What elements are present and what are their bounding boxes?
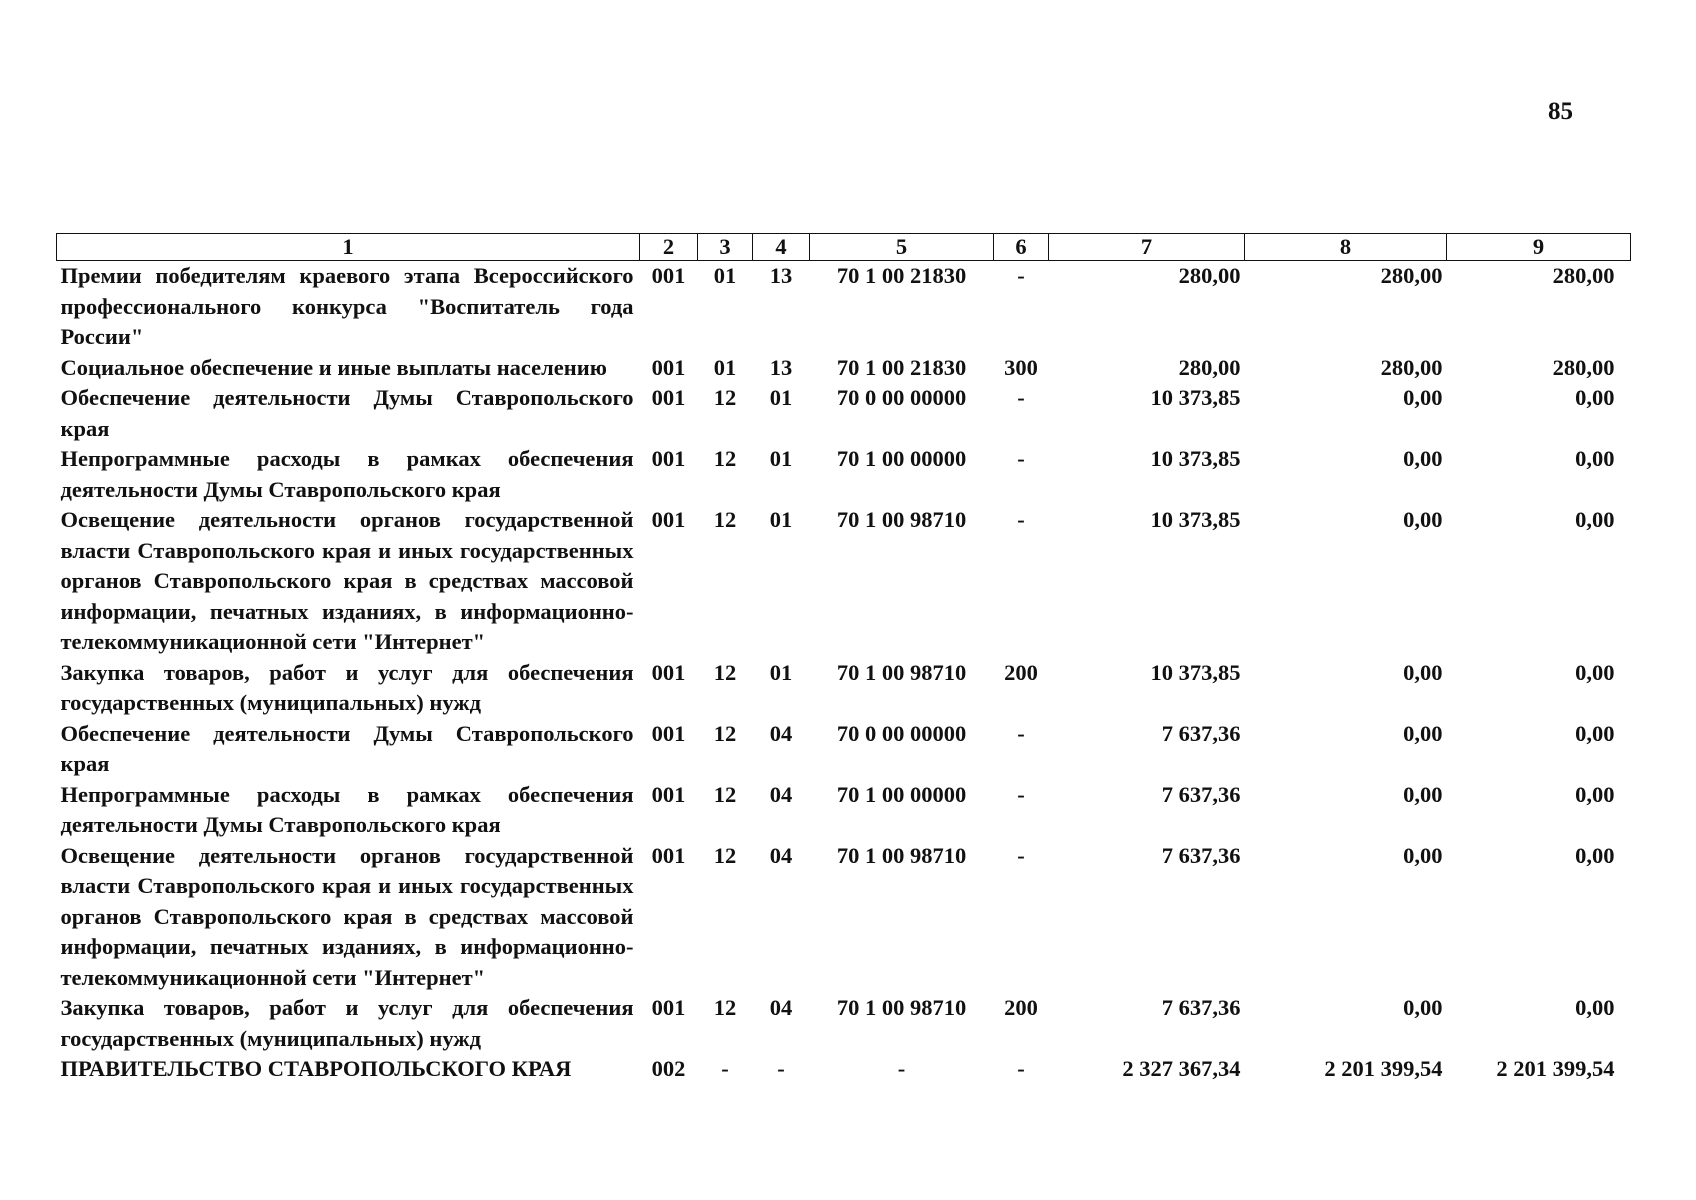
amount-cell: 280,00 [1380,354,1443,380]
expense-type-cell: - [1017,781,1025,807]
table-row [57,261,1631,353]
amount-cell: 0,00 [1403,507,1443,532]
expense-type-cell: - [1017,507,1025,532]
table-row [57,1054,1631,1085]
amount-cell: 7 637,36 [1161,720,1241,746]
section-code-cell: 12 [713,659,737,685]
ministry-code-cell: 001 [651,659,686,685]
column-header: 1 [57,234,640,261]
section-code-cell: 12 [713,385,737,410]
subsection-code-cell: 01 [769,507,793,532]
expense-type-cell: 200 [1004,659,1038,685]
target-article-cell: - [897,1056,906,1081]
amount-cell: 10 373,85 [1150,385,1241,410]
section-code-cell: 12 [713,842,737,868]
ministry-code-cell: 002 [651,1056,686,1081]
amount-cell: 0,00 [1403,446,1443,471]
amount-cell: 0,00 [1575,781,1615,807]
target-article-cell: 70 1 00 21830 [836,263,967,288]
target-article-cell: 70 1 00 98710 [836,507,967,532]
amount-cell: 0,00 [1575,842,1615,868]
section-code-cell: 12 [713,720,737,746]
amount-cell: 7 637,36 [1161,995,1241,1020]
subsection-code-cell: 04 [769,781,793,807]
amount-cell: 0,00 [1575,446,1615,471]
amount-cell: 0,00 [1403,720,1443,746]
target-article-cell: 70 1 00 00000 [836,781,967,807]
amount-cell: 2 201 399,54 [1324,1056,1443,1081]
expense-type-cell: 300 [1004,354,1038,380]
column-header: 2 [640,234,698,261]
budget-table [56,233,1631,1085]
header-row [57,234,1631,261]
subsection-code-cell: 01 [769,385,793,410]
subsection-code-cell: 01 [769,659,793,685]
ministry-code-cell: 001 [651,263,686,288]
expense-type-cell: - [1017,842,1025,868]
column-header: 8 [1245,234,1447,261]
amount-cell: 0,00 [1403,659,1443,685]
amount-cell: 7 637,36 [1161,842,1241,868]
expense-name-cell: Закупка товаров, работ и услуг для обеспечения государственных (муниципальных) нужд [60,995,634,1051]
target-article-cell: 70 0 00 00000 [836,385,967,410]
expense-name-cell: Закупка товаров, работ и услуг для обеспечения государственных (муниципальных) нужд [60,659,634,715]
amount-cell: 280,00 [1178,354,1241,380]
expense-type-cell: - [1017,446,1025,471]
expense-name-cell: Освещение деятельности органов государственной власти Ставропольского края и иных государственных органов Ставропольского края в средствах массовой информации, печатных изданиях, в информационно-телекоммуникационной сети "Интернет" [60,842,634,990]
subsection-code-cell: 04 [769,842,793,868]
expense-name-cell: Социальное обеспечение и иные выплаты населению [60,354,607,380]
subsection-code-cell: 13 [769,354,793,380]
section-code-cell: - [721,1056,729,1081]
expense-name-cell: ПРАВИТЕЛЬСТВО СТАВРОПОЛЬСКОГО КРАЯ [60,1056,572,1081]
table-row [57,444,1631,505]
subsection-code-cell: 04 [769,720,793,746]
amount-cell: 2 327 367,34 [1122,1056,1241,1081]
amount-cell: 0,00 [1575,995,1615,1020]
ministry-code-cell: 001 [651,354,686,380]
ministry-code-cell: 001 [651,781,686,807]
section-code-cell: 12 [713,446,737,471]
amount-cell: 280,00 [1178,263,1241,288]
table-row [57,719,1631,780]
column-header: 4 [753,234,810,261]
expense-type-cell: - [1017,720,1025,746]
column-header: 7 [1049,234,1245,261]
amount-cell: 280,00 [1380,263,1443,288]
expense-type-cell: - [1017,263,1025,288]
table-row [57,353,1631,384]
target-article-cell: 70 1 00 21830 [836,354,967,380]
expense-name-cell: Премии победителям краевого этапа Всероссийского профессионального конкурса "Воспитатель года России" [60,263,634,349]
amount-cell: 280,00 [1552,263,1615,288]
expense-name-cell: Обеспечение деятельности Думы Ставропольского края [60,385,634,441]
section-code-cell: 12 [713,781,737,807]
amount-cell: 0,00 [1403,995,1443,1020]
amount-cell: 0,00 [1575,507,1615,532]
expense-type-cell: 200 [1004,995,1038,1020]
subsection-code-cell: 04 [769,995,793,1020]
target-article-cell: 70 1 00 98710 [836,995,967,1020]
column-header: 9 [1447,234,1631,261]
amount-cell: 0,00 [1575,385,1615,410]
amount-cell: 10 373,85 [1150,446,1241,471]
section-code-cell: 01 [713,263,737,288]
table-row [57,658,1631,719]
amount-cell: 2 201 399,54 [1496,1056,1615,1081]
target-article-cell: 70 0 00 00000 [836,720,967,746]
column-header: 3 [698,234,753,261]
expense-name-cell: Непрограммные расходы в рамках обеспечения деятельности Думы Ставропольского края [60,446,634,502]
ministry-code-cell: 001 [651,995,686,1020]
expense-type-cell: - [1017,385,1025,410]
amount-cell: 0,00 [1403,842,1443,868]
section-code-cell: 01 [713,354,737,380]
amount-cell: 10 373,85 [1150,507,1241,532]
expense-name-cell: Непрограммные расходы в рамках обеспечения деятельности Думы Ставропольского края [60,781,634,837]
amount-cell: 280,00 [1552,354,1615,380]
table-row [57,383,1631,444]
section-code-cell: 12 [713,995,737,1020]
ministry-code-cell: 001 [651,507,686,532]
amount-cell: 0,00 [1403,385,1443,410]
subsection-code-cell: 01 [769,446,793,471]
section-code-cell: 12 [713,507,737,532]
expense-name-cell: Обеспечение деятельности Думы Ставропольского края [60,720,634,776]
table-row [57,505,1631,658]
target-article-cell: 70 1 00 98710 [836,659,967,685]
ministry-code-cell: 001 [651,446,686,471]
table-row [57,780,1631,841]
subsection-code-cell: - [777,1056,785,1081]
page-number: 85 [1548,98,1573,125]
table-body [57,261,1631,1085]
ministry-code-cell: 001 [651,720,686,746]
amount-cell: 0,00 [1403,781,1443,807]
ministry-code-cell: 001 [651,385,686,410]
amount-cell: 7 637,36 [1161,781,1241,807]
amount-cell: 10 373,85 [1150,659,1241,685]
amount-cell: 0,00 [1575,659,1615,685]
expense-type-cell: - [1017,1056,1025,1081]
expense-name-cell: Освещение деятельности органов государственной власти Ставропольского края и иных государственных органов Ставропольского края в средствах массовой информации, печатных изданиях, в информационно-телекоммуникационной сети "Интернет" [60,507,634,654]
column-header: 5 [810,234,994,261]
table-row [57,993,1631,1054]
target-article-cell: 70 1 00 00000 [836,446,967,471]
table-row [57,841,1631,994]
column-header: 6 [994,234,1049,261]
target-article-cell: 70 1 00 98710 [836,842,967,868]
amount-cell: 0,00 [1575,720,1615,746]
ministry-code-cell: 001 [651,842,686,868]
subsection-code-cell: 13 [769,263,793,288]
